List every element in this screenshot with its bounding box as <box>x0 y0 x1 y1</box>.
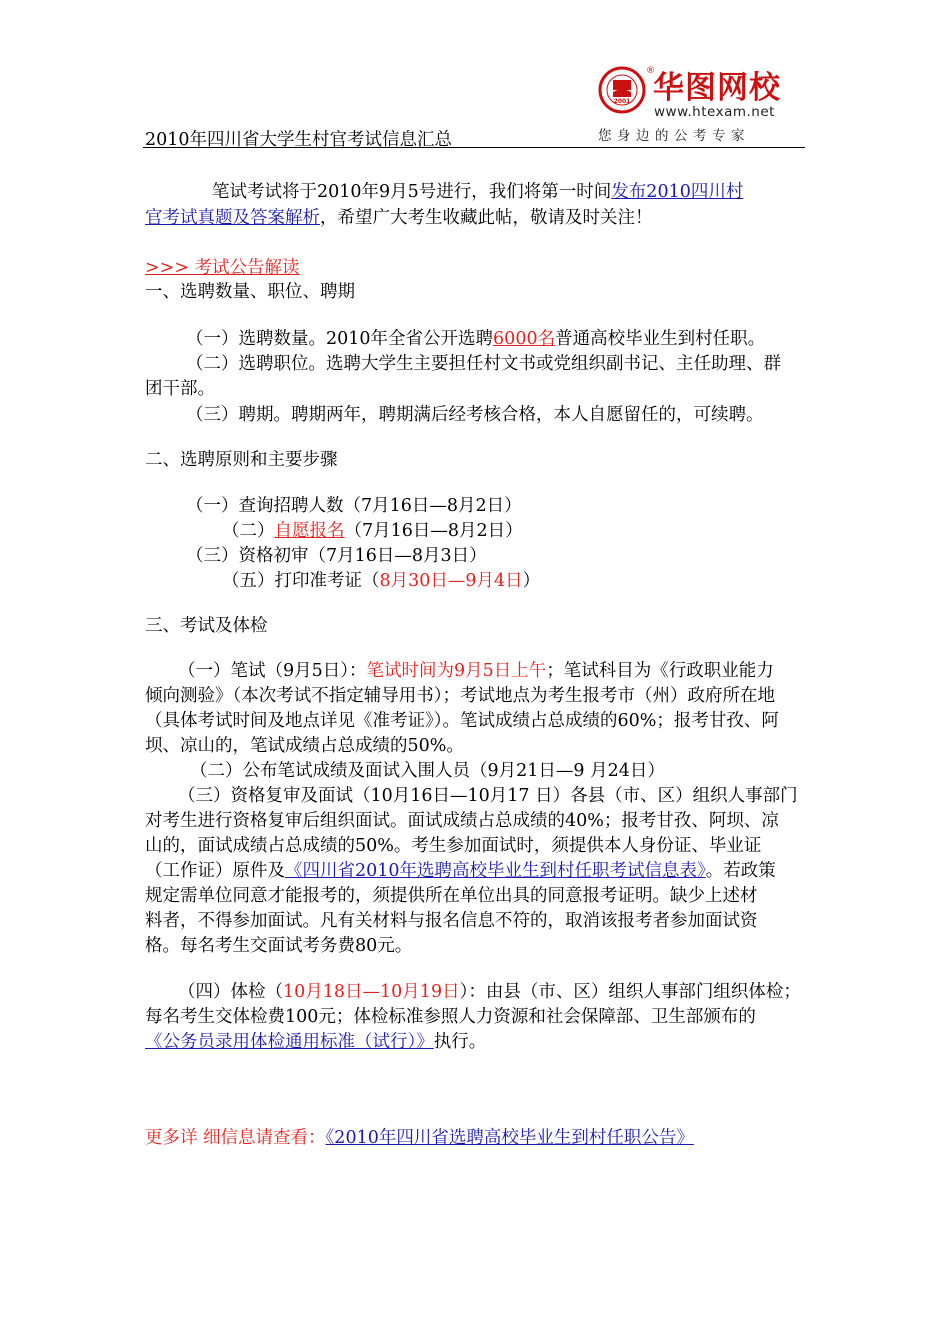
written-exam-line3: （具体考试时间及地点详见《准考证》）。笔试成绩占总成绩的60%；报考甘孜、阿 <box>145 711 779 731</box>
step-register-dates: （7月16日—8月2日） <box>344 521 523 541</box>
written-exam-time: 笔试时间为9月5日上午 <box>366 661 547 681</box>
step-print-close: ） <box>522 571 541 591</box>
interview-docs-text: （工作证）原件及 <box>145 861 285 881</box>
brand-slogan: 您身边的公考专家 <box>598 128 750 144</box>
more-info-line <box>145 1126 694 1150</box>
item1-text: （一）选聘数量。2010年全省公开选聘 <box>186 329 494 349</box>
physical-exam-line3 <box>145 1030 486 1054</box>
section1-heading: 一、选聘数量、职位、聘期 <box>145 282 355 302</box>
more-info-label: 更多详 细信息请查看： <box>145 1128 326 1148</box>
step-print-admission <box>222 569 540 593</box>
physical-exam-line2: 每名考生交体检费100元；体检标准参照人力资源和社会保障部、卫生部颁布的 <box>145 1007 756 1027</box>
physical-exam-end: 执行。 <box>433 1032 487 1052</box>
results-announcement: （二）公布笔试成绩及面试入围人员（9月21日—9 月24日） <box>190 761 665 781</box>
intro-line-2 <box>145 206 653 230</box>
interview-line6: 料者，不得参加面试。凡有关材料与报名信息不符的，取消该报考者参加面试资 <box>145 911 758 931</box>
interview-line5: 规定需单位同意才能报考的，须提供所在单位出具的同意报考证明。缺少上述材 <box>145 886 758 906</box>
step-review: （三）资格初审（7月16日—8月3日） <box>186 546 487 566</box>
registered-mark: ® <box>646 66 655 76</box>
intro-text-end: ，希望广大考生收藏此帖，敬请及时关注！ <box>320 208 653 228</box>
section3-heading: 三、考试及体检 <box>145 616 268 636</box>
health-standard-link[interactable]: 《公务员录用体检通用标准（试行）》 <box>145 1032 434 1052</box>
section1-item3: （三）聘期。聘期两年，聘期满后经考核合格，本人自愿留任的，可续聘。 <box>186 405 764 425</box>
physical-exam-dates: 10月18日—10月19日 <box>283 982 460 1002</box>
interview-line2: 对考生进行资格复审后组织面试。面试成绩占总成绩的40%；报考甘孜、阿坝、凉 <box>145 811 779 831</box>
notice-interpretation-link[interactable]: >>> 考试公告解读 <box>145 258 300 278</box>
info-form-link[interactable]: 《四川省2010年选聘高校毕业生到村任职考试信息表》 <box>285 861 706 881</box>
physical-exam-organizer: ）：由县（市、区）组织人事部门组织体检； <box>459 982 801 1002</box>
interview-line3: 山的，面试成绩占总成绩的50%。考生参加面试时，须提供本人身份证、毕业证 <box>145 836 762 856</box>
written-exam-line2: 倾向测验》（本次考试不指定辅导用书）；考试地点为考生报考市（州）政府所在地 <box>145 686 775 706</box>
written-exam-label: （一）笔试（9月5日）： <box>178 661 367 681</box>
physical-exam-label: （四）体检（ <box>178 982 283 1002</box>
section1-item1 <box>186 327 765 351</box>
physical-exam-line1 <box>178 980 801 1004</box>
brand-name: 华图网校 <box>653 70 781 106</box>
written-exam-subject: ；笔试科目为《行政职业能力 <box>546 661 774 681</box>
interview-line4 <box>145 859 776 883</box>
section2-heading: 二、选聘原则和主要步骤 <box>145 450 338 470</box>
interview-docs-end: 。若政策 <box>705 861 776 881</box>
answers-link-cont[interactable]: 官考试真题及答案解析 <box>145 208 320 228</box>
brand-url[interactable]: www.htexam.net <box>654 104 775 120</box>
step-register-num: （二） <box>222 521 275 541</box>
step-query: （一）查询招聘人数（7月16日—8月2日） <box>186 496 522 516</box>
written-exam-line4: 坝、凉山的，笔试成绩占总成绩的50%。 <box>145 736 464 756</box>
announcement-link[interactable]: 《2010年四川省选聘高校毕业生到村任职公告》 <box>325 1128 694 1148</box>
document-title: 2010年四川省大学生村官考试信息汇总 <box>145 130 453 150</box>
interview-line1: （三）资格复审及面试（10月16日—10月17 日）各县（市、区）组织人事部门 <box>178 786 798 806</box>
intro-line-1 <box>212 180 743 204</box>
huatu-seal-icon <box>598 66 646 114</box>
step-print-dates: 8月30日—9月4日 <box>379 571 523 591</box>
interview-line7: 格。每名考生交面试考务费80元。 <box>145 936 413 956</box>
item1-text-end: 普通高校毕业生到村任职。 <box>555 329 766 349</box>
header-divider <box>143 147 805 148</box>
answers-link[interactable]: 发布2010四川村 <box>611 182 744 202</box>
step-register <box>222 519 523 543</box>
intro-text: 笔试考试将于2010年9月5号进行，我们将第一时间 <box>212 182 612 202</box>
section1-item2-line1: （二）选聘职位。选聘大学生主要担任村文书或党组织副书记、主任助理、群 <box>186 354 781 374</box>
quota-link[interactable]: 6000名 <box>493 329 556 349</box>
svg-text:2001: 2001 <box>613 98 631 105</box>
brand-logo <box>598 66 808 146</box>
step-print-text: （五）打印准考证（ <box>222 571 380 591</box>
written-exam-line1 <box>178 659 774 683</box>
self-register-link[interactable]: 自愿报名 <box>274 521 345 541</box>
section1-item2-line2: 团干部。 <box>145 379 215 399</box>
